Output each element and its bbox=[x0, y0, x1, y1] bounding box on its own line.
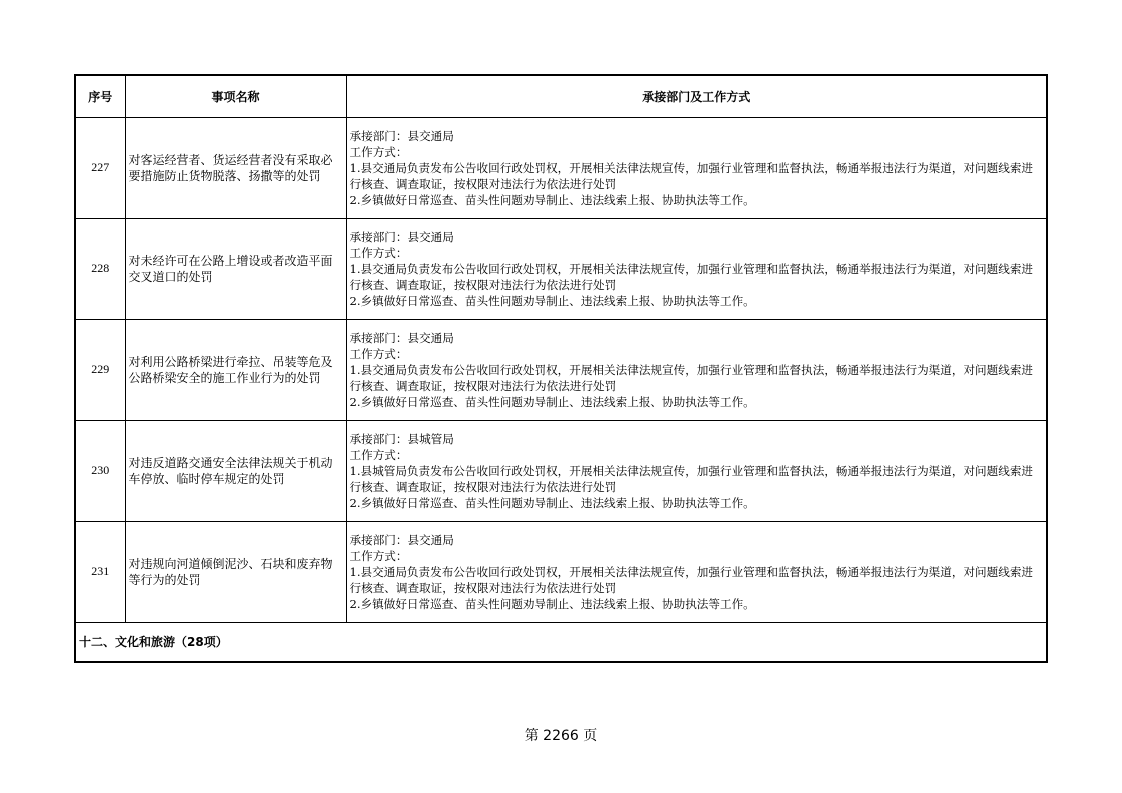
row-matter-name: 对未经许可在公路上增设或者改造平面交叉道口的处罚 bbox=[125, 218, 346, 319]
department-line: 承接部门：县交通局 bbox=[349, 330, 454, 345]
department-line: 承接部门：县交通局 bbox=[349, 229, 454, 244]
row-department-method bbox=[346, 521, 1047, 622]
method-label: 工作方式： bbox=[349, 548, 408, 563]
method-item-1: 1.县交通局负责发布公告收回行政处罚权，开展相关法律法规宣传，加强行业管理和监督执法，畅通举报违法行为渠道，对问题线索进行核查、调查取证，按权限对违法行为依法进行处罚 bbox=[349, 362, 1034, 393]
section-heading: 十二、文化和旅游（28项） bbox=[75, 622, 1047, 662]
method-item-1: 1.县交通局负责发布公告收回行政处罚权，开展相关法律法规宣传，加强行业管理和监督执法，畅通举报违法行为渠道，对问题线索进行核查、调查取证，按权限对违法行为依法进行处罚 bbox=[349, 261, 1034, 292]
page-number: 第 2266 页 bbox=[524, 728, 598, 744]
department-line: 承接部门：县交通局 bbox=[349, 532, 454, 547]
method-label: 工作方式： bbox=[349, 447, 408, 462]
row-department-method bbox=[346, 218, 1047, 319]
row-serial-number: 229 bbox=[75, 319, 125, 420]
header-department-method: 承接部门及工作方式 bbox=[346, 75, 1047, 117]
method-item-1: 1.县交通局负责发布公告收回行政处罚权，开展相关法律法规宣传，加强行业管理和监督执法，畅通举报违法行为渠道，对问题线索进行核查、调查取证，按权限对违法行为依法进行处罚 bbox=[349, 564, 1034, 595]
row-matter-name: 对利用公路桥梁进行牵拉、吊装等危及公路桥梁安全的施工作业行为的处罚 bbox=[125, 319, 346, 420]
section-heading-row bbox=[75, 622, 1047, 662]
header-matter-name: 事项名称 bbox=[125, 75, 346, 117]
method-label: 工作方式： bbox=[349, 346, 408, 361]
row-serial-number: 230 bbox=[75, 420, 125, 521]
method-item-2: 2.乡镇做好日常巡查、苗头性问题劝导制止、违法线索上报、协助执法等工作。 bbox=[349, 192, 755, 207]
table-row bbox=[75, 319, 1047, 420]
method-item-2: 2.乡镇做好日常巡查、苗头性问题劝导制止、违法线索上报、协助执法等工作。 bbox=[349, 394, 755, 409]
method-label: 工作方式： bbox=[349, 144, 408, 159]
method-item-2: 2.乡镇做好日常巡查、苗头性问题劝导制止、违法线索上报、协助执法等工作。 bbox=[349, 495, 755, 510]
row-serial-number: 228 bbox=[75, 218, 125, 319]
method-item-2: 2.乡镇做好日常巡查、苗头性问题劝导制止、违法线索上报、协助执法等工作。 bbox=[349, 596, 755, 611]
department-line: 承接部门：县交通局 bbox=[349, 128, 454, 143]
row-matter-name: 对客运经营者、货运经营者没有采取必要措施防止货物脱落、扬撒等的处罚 bbox=[125, 117, 346, 218]
row-matter-name: 对违规向河道倾倒泥沙、石块和废弃物等行为的处罚 bbox=[125, 521, 346, 622]
header-serial-number: 序号 bbox=[75, 75, 125, 117]
row-department-method bbox=[346, 117, 1047, 218]
department-line: 承接部门：县城管局 bbox=[349, 431, 454, 446]
method-item-2: 2.乡镇做好日常巡查、苗头性问题劝导制止、违法线索上报、协助执法等工作。 bbox=[349, 293, 755, 308]
table-row bbox=[75, 218, 1047, 319]
row-matter-name: 对违反道路交通安全法律法规关于机动车停放、临时停车规定的处罚 bbox=[125, 420, 346, 521]
matters-table bbox=[74, 74, 1048, 663]
table-row bbox=[75, 521, 1047, 622]
row-serial-number: 227 bbox=[75, 117, 125, 218]
table-header-row bbox=[75, 75, 1047, 117]
row-department-method bbox=[346, 319, 1047, 420]
method-label: 工作方式： bbox=[349, 245, 408, 260]
row-serial-number: 231 bbox=[75, 521, 125, 622]
method-item-1: 1.县城管局负责发布公告收回行政处罚权，开展相关法律法规宣传，加强行业管理和监督执法，畅通举报违法行为渠道，对问题线索进行核查、调查取证，按权限对违法行为依法进行处罚 bbox=[349, 463, 1034, 494]
table-row bbox=[75, 420, 1047, 521]
table-row bbox=[75, 117, 1047, 218]
row-department-method bbox=[346, 420, 1047, 521]
method-item-1: 1.县交通局负责发布公告收回行政处罚权，开展相关法律法规宣传，加强行业管理和监督执法，畅通举报违法行为渠道，对问题线索进行核查、调查取证，按权限对违法行为依法进行处罚 bbox=[349, 160, 1034, 191]
